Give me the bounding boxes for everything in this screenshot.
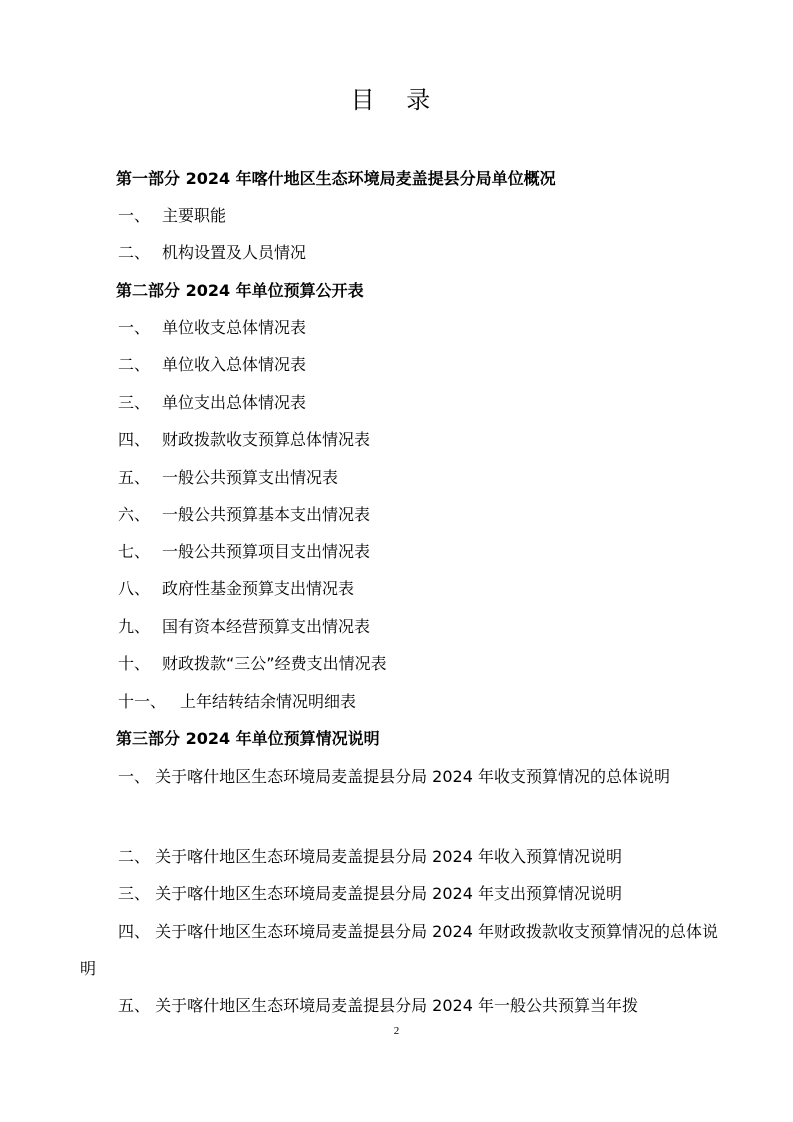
toc-item-text: 单位支出总体情况表 bbox=[162, 393, 307, 412]
toc-item bbox=[118, 352, 758, 378]
part3-heading: 第三部分 2024 年单位预算情况说明 bbox=[116, 729, 380, 748]
toc-item-text: 政府性基金预算支出情况表 bbox=[162, 579, 355, 598]
toc-item-text: 机构设置及人员情况 bbox=[162, 243, 307, 262]
toc-item-text: 财政拨款收支预算总体情况表 bbox=[162, 430, 371, 449]
toc-item-number: 八、 bbox=[118, 579, 151, 598]
toc-item bbox=[118, 427, 758, 453]
toc-item: 五、 关于喀什地区生态环境局麦盖提县分局 2024 年一般公共预算当年拨 bbox=[118, 996, 638, 1015]
toc-item: 四、 关于喀什地区生态环境局麦盖提县分局 2024 年财政拨款收支预算情况的总体说明 bbox=[80, 922, 718, 978]
page-title: 目 录 bbox=[350, 86, 443, 114]
toc-item bbox=[118, 651, 758, 677]
toc-item-number: 一、 bbox=[118, 206, 151, 225]
toc-item-number: 三、 bbox=[118, 393, 151, 412]
toc-item-number: 二、 bbox=[118, 243, 151, 262]
toc-item bbox=[118, 502, 758, 528]
toc-item bbox=[118, 539, 758, 565]
toc-item-number: 九、 bbox=[118, 617, 151, 636]
toc-item-number: 五、 bbox=[118, 468, 151, 487]
toc-item-number: 四、 bbox=[118, 430, 151, 449]
toc-item-text: 主要职能 bbox=[162, 206, 227, 225]
toc-item-number: 十、 bbox=[118, 654, 151, 673]
toc-item-number: 六、 bbox=[118, 505, 151, 524]
toc-item bbox=[118, 689, 758, 715]
toc-item-text: 上年结转结余情况明细表 bbox=[180, 692, 357, 711]
toc-item bbox=[118, 203, 758, 229]
toc-item bbox=[118, 465, 758, 491]
toc-item bbox=[118, 240, 758, 266]
toc-item: 一、 关于喀什地区生态环境局麦盖提县分局 2024 年收支预算情况的总体说明 bbox=[118, 767, 670, 786]
part1-heading: 第一部分 2024 年喀什地区生态环境局麦盖提县分局单位概况 bbox=[116, 169, 556, 188]
toc-item-text: 一般公共预算项目支出情况表 bbox=[162, 542, 371, 561]
toc-item: 二、 关于喀什地区生态环境局麦盖提县分局 2024 年收入预算情况说明 bbox=[118, 847, 622, 866]
toc-item bbox=[118, 576, 758, 602]
toc-item-text: 一般公共预算基本支出情况表 bbox=[162, 505, 371, 524]
part2-heading: 第二部分 2024 年单位预算公开表 bbox=[116, 281, 364, 300]
toc-item-text: 国有资本经营预算支出情况表 bbox=[162, 617, 371, 636]
toc-item-number: 十一、 bbox=[118, 692, 167, 711]
toc-item-text: 一般公共预算支出情况表 bbox=[162, 468, 339, 487]
toc-item: 三、 关于喀什地区生态环境局麦盖提县分局 2024 年支出预算情况说明 bbox=[118, 884, 622, 903]
page-number: 2 bbox=[393, 1025, 400, 1037]
toc-item-number: 一、 bbox=[118, 318, 151, 337]
toc-item-text: 单位收入总体情况表 bbox=[162, 355, 307, 374]
toc-item-number: 二、 bbox=[118, 355, 151, 374]
toc-item bbox=[118, 315, 758, 341]
toc-item bbox=[118, 614, 758, 640]
toc-item bbox=[118, 390, 758, 416]
toc-item-number: 七、 bbox=[118, 542, 151, 561]
toc-item-text: 单位收支总体情况表 bbox=[162, 318, 307, 337]
toc-item-text: 财政拨款“三公”经费支出情况表 bbox=[162, 654, 387, 673]
